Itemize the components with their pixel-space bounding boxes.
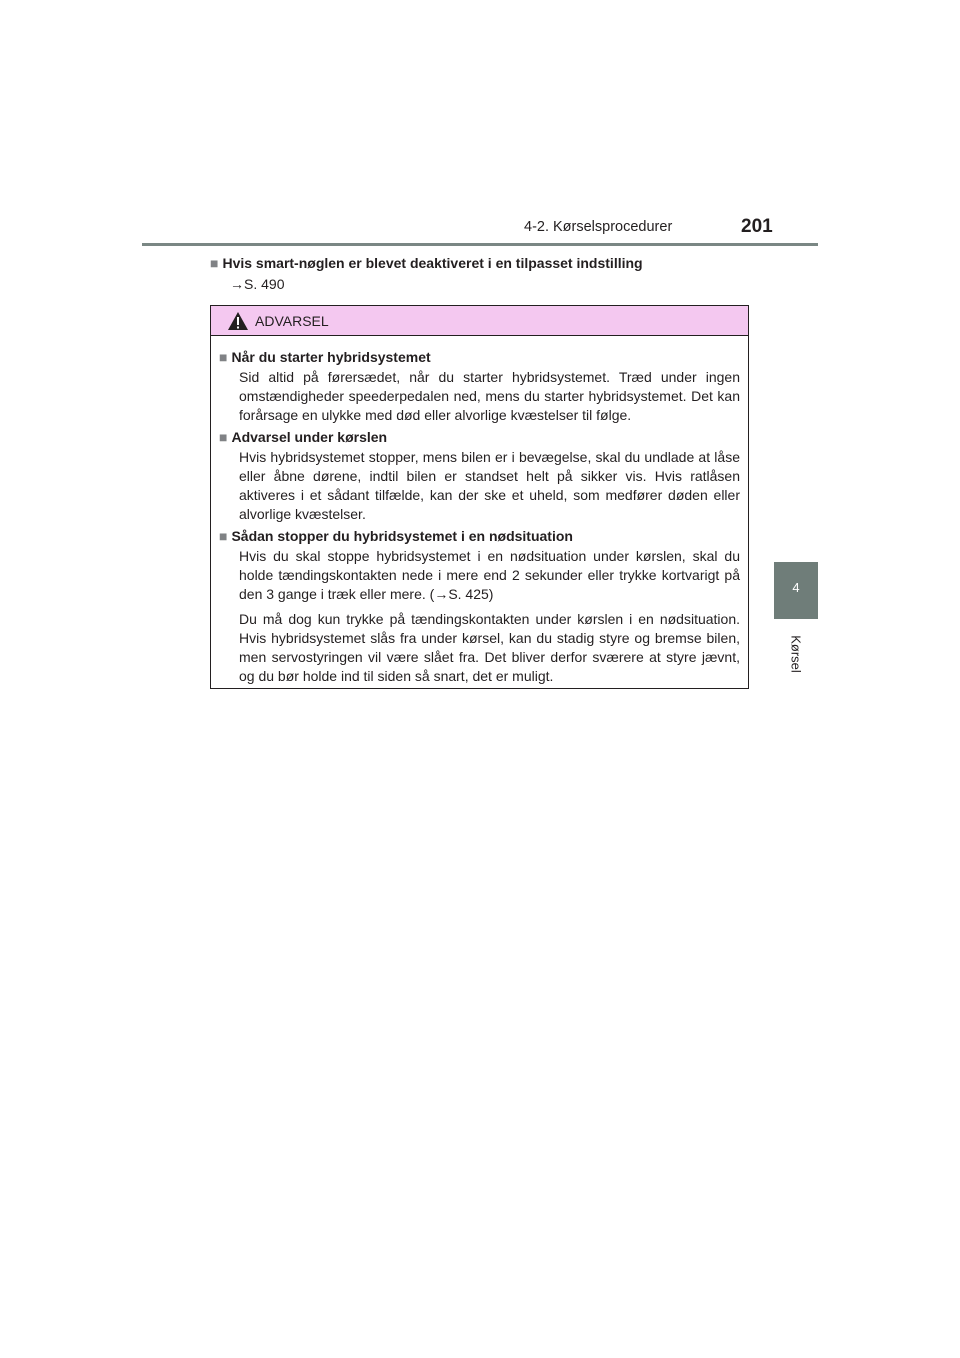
page-number: 201	[741, 216, 773, 237]
warning-title: ADVARSEL	[255, 313, 329, 329]
bullet-icon: ■	[210, 255, 219, 271]
warning-triangle-icon	[227, 311, 249, 331]
intro-heading	[210, 255, 643, 271]
warning-section-title: Advarsel under kørslen	[231, 429, 388, 445]
section-title: 4-2. Kørselsprocedurer	[524, 219, 673, 235]
chapter-number: 4	[792, 580, 800, 595]
chapter-tab	[774, 562, 818, 619]
warning-section-body	[219, 448, 740, 524]
warning-section-title: Når du starter hybridsystemet	[231, 349, 431, 365]
chapter-label: Kørsel	[788, 635, 804, 673]
warning-section-title: Sådan stopper du hybridsystemet i en nødsituation	[231, 528, 573, 544]
warning-paragraph: Hvis du skal stoppe hybridsystemet i en nødsituation under kørslen, skal du holde tændingskontakten nede i mere end 2 sekunder eller trykke kortvarigt på den 3 gange i træk eller mere. (→S. 425)	[239, 548, 740, 602]
page-reference-link[interactable]: →S. 490	[230, 276, 285, 292]
warning-section-heading	[219, 527, 740, 546]
warning-paragraph: Sid altid på førersædet, når du starter hybridsystemet. Træd under ingen omstændigheder speederpedalen ned, mens du starter hybridsystemet. Det kan forårsage en ulykke med død eller alvorlige kvæstelser til følge.	[239, 369, 740, 423]
bullet-icon: ■	[219, 349, 228, 365]
warning-section-heading	[219, 428, 740, 447]
warning-body	[211, 336, 748, 686]
warning-paragraph: Du må dog kun trykke på tændingskontakten under kørslen i en nødsituation. Hvis hybridsystemet slås fra under kørsel, kan du stadig styre og bremse bilen, men servostyringen vil være slået fra. Det bliver derfor sværere at styre jævnt, og du bør holde ind til siden så snart, det er muligt.	[239, 611, 740, 684]
bullet-icon: ■	[219, 429, 228, 445]
bullet-icon: ■	[219, 528, 228, 544]
warning-header	[211, 306, 748, 336]
warning-paragraph: Hvis hybridsystemet stopper, mens bilen er i bevægelse, skal du undlade at låse eller åbne dørene, indtil bilen er standset helt på sikker vis. Hvis ratlåsen aktiveres i et sådant tilfælde, kan der ske et uheld, som medfører døden eller alvorlige kvæstelser.	[239, 449, 740, 522]
warning-section-body	[219, 547, 740, 686]
chapter-label-container	[785, 630, 807, 678]
warning-section-heading	[219, 348, 740, 367]
warning-section-body	[219, 368, 740, 425]
warning-box	[210, 305, 749, 689]
header-divider	[142, 243, 818, 246]
intro-heading-text: Hvis smart-nøglen er blevet deaktiveret i en tilpasset indstilling	[222, 255, 643, 271]
